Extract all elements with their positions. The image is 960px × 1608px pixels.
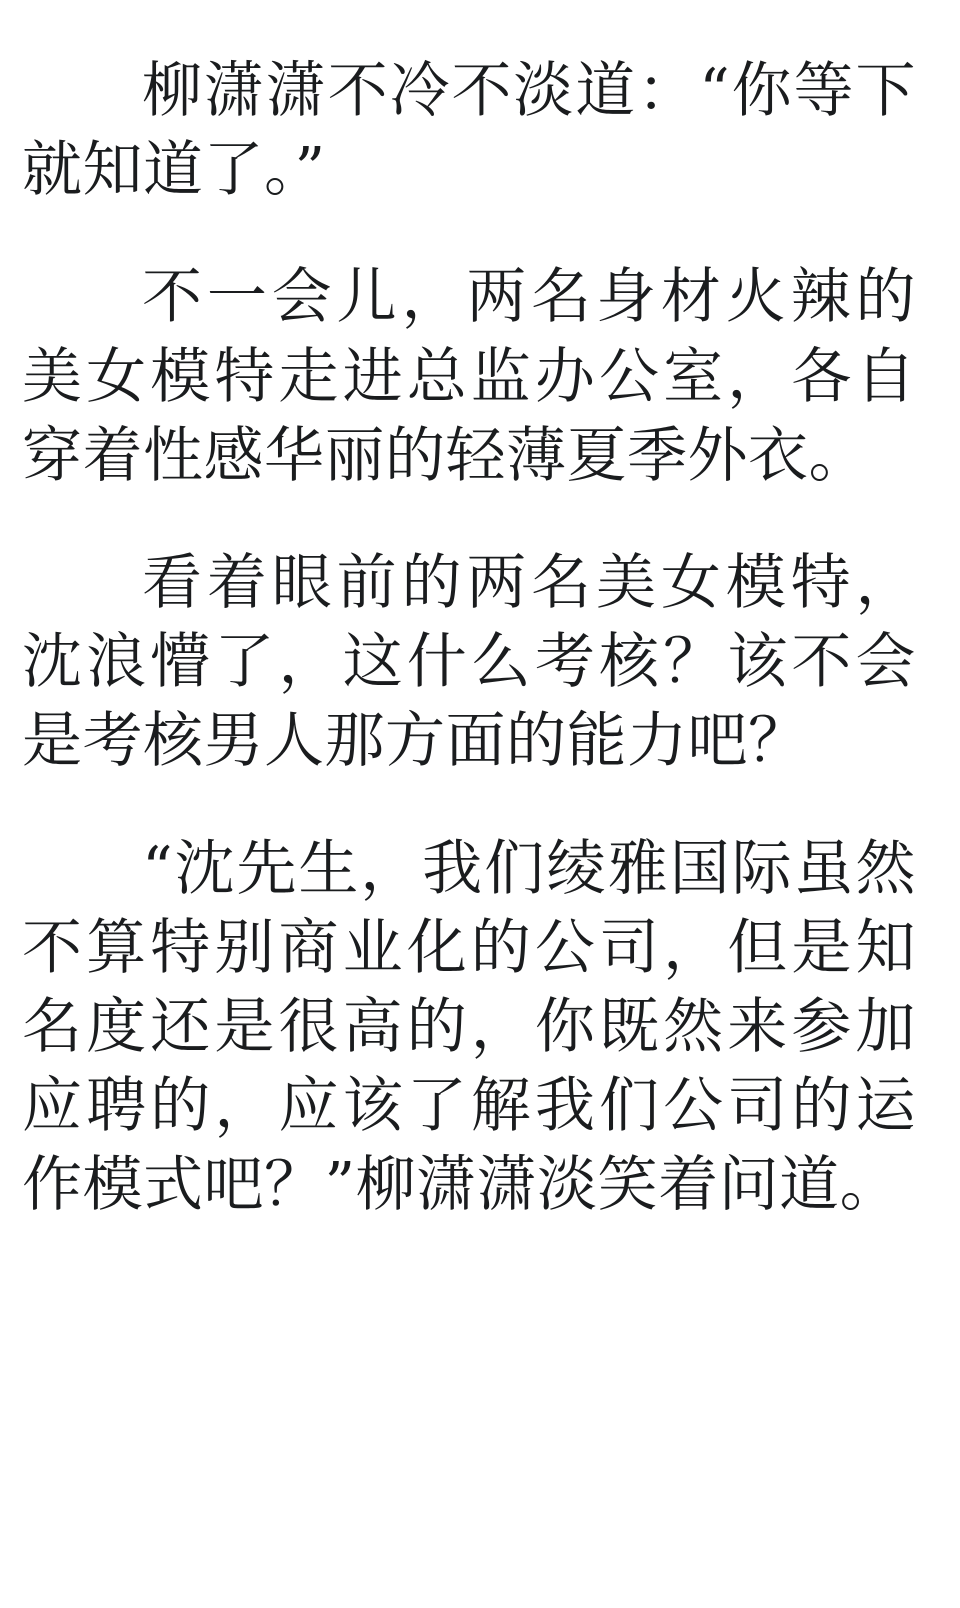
paragraph: 看着眼前的两名美女模特，沈浪懵了，这什么考核？该不会是考核男人那方面的能力吧？	[22, 547, 916, 777]
paragraph: 不一会儿，两名身材火辣的美女模特走进总监办公室，各自穿着性感华丽的轻薄夏季外衣。	[22, 262, 916, 491]
paragraph: 柳潇潇不冷不淡道：“你等下就知道了。”	[22, 56, 916, 206]
paragraph: “沈先生，我们绫雅国际虽然不算特别商业化的公司，但是知名度还是很高的，你既然来参加应聘的，应该了解我们公司的运作模式吧？”柳潇潇淡笑着问道。	[22, 833, 916, 1221]
